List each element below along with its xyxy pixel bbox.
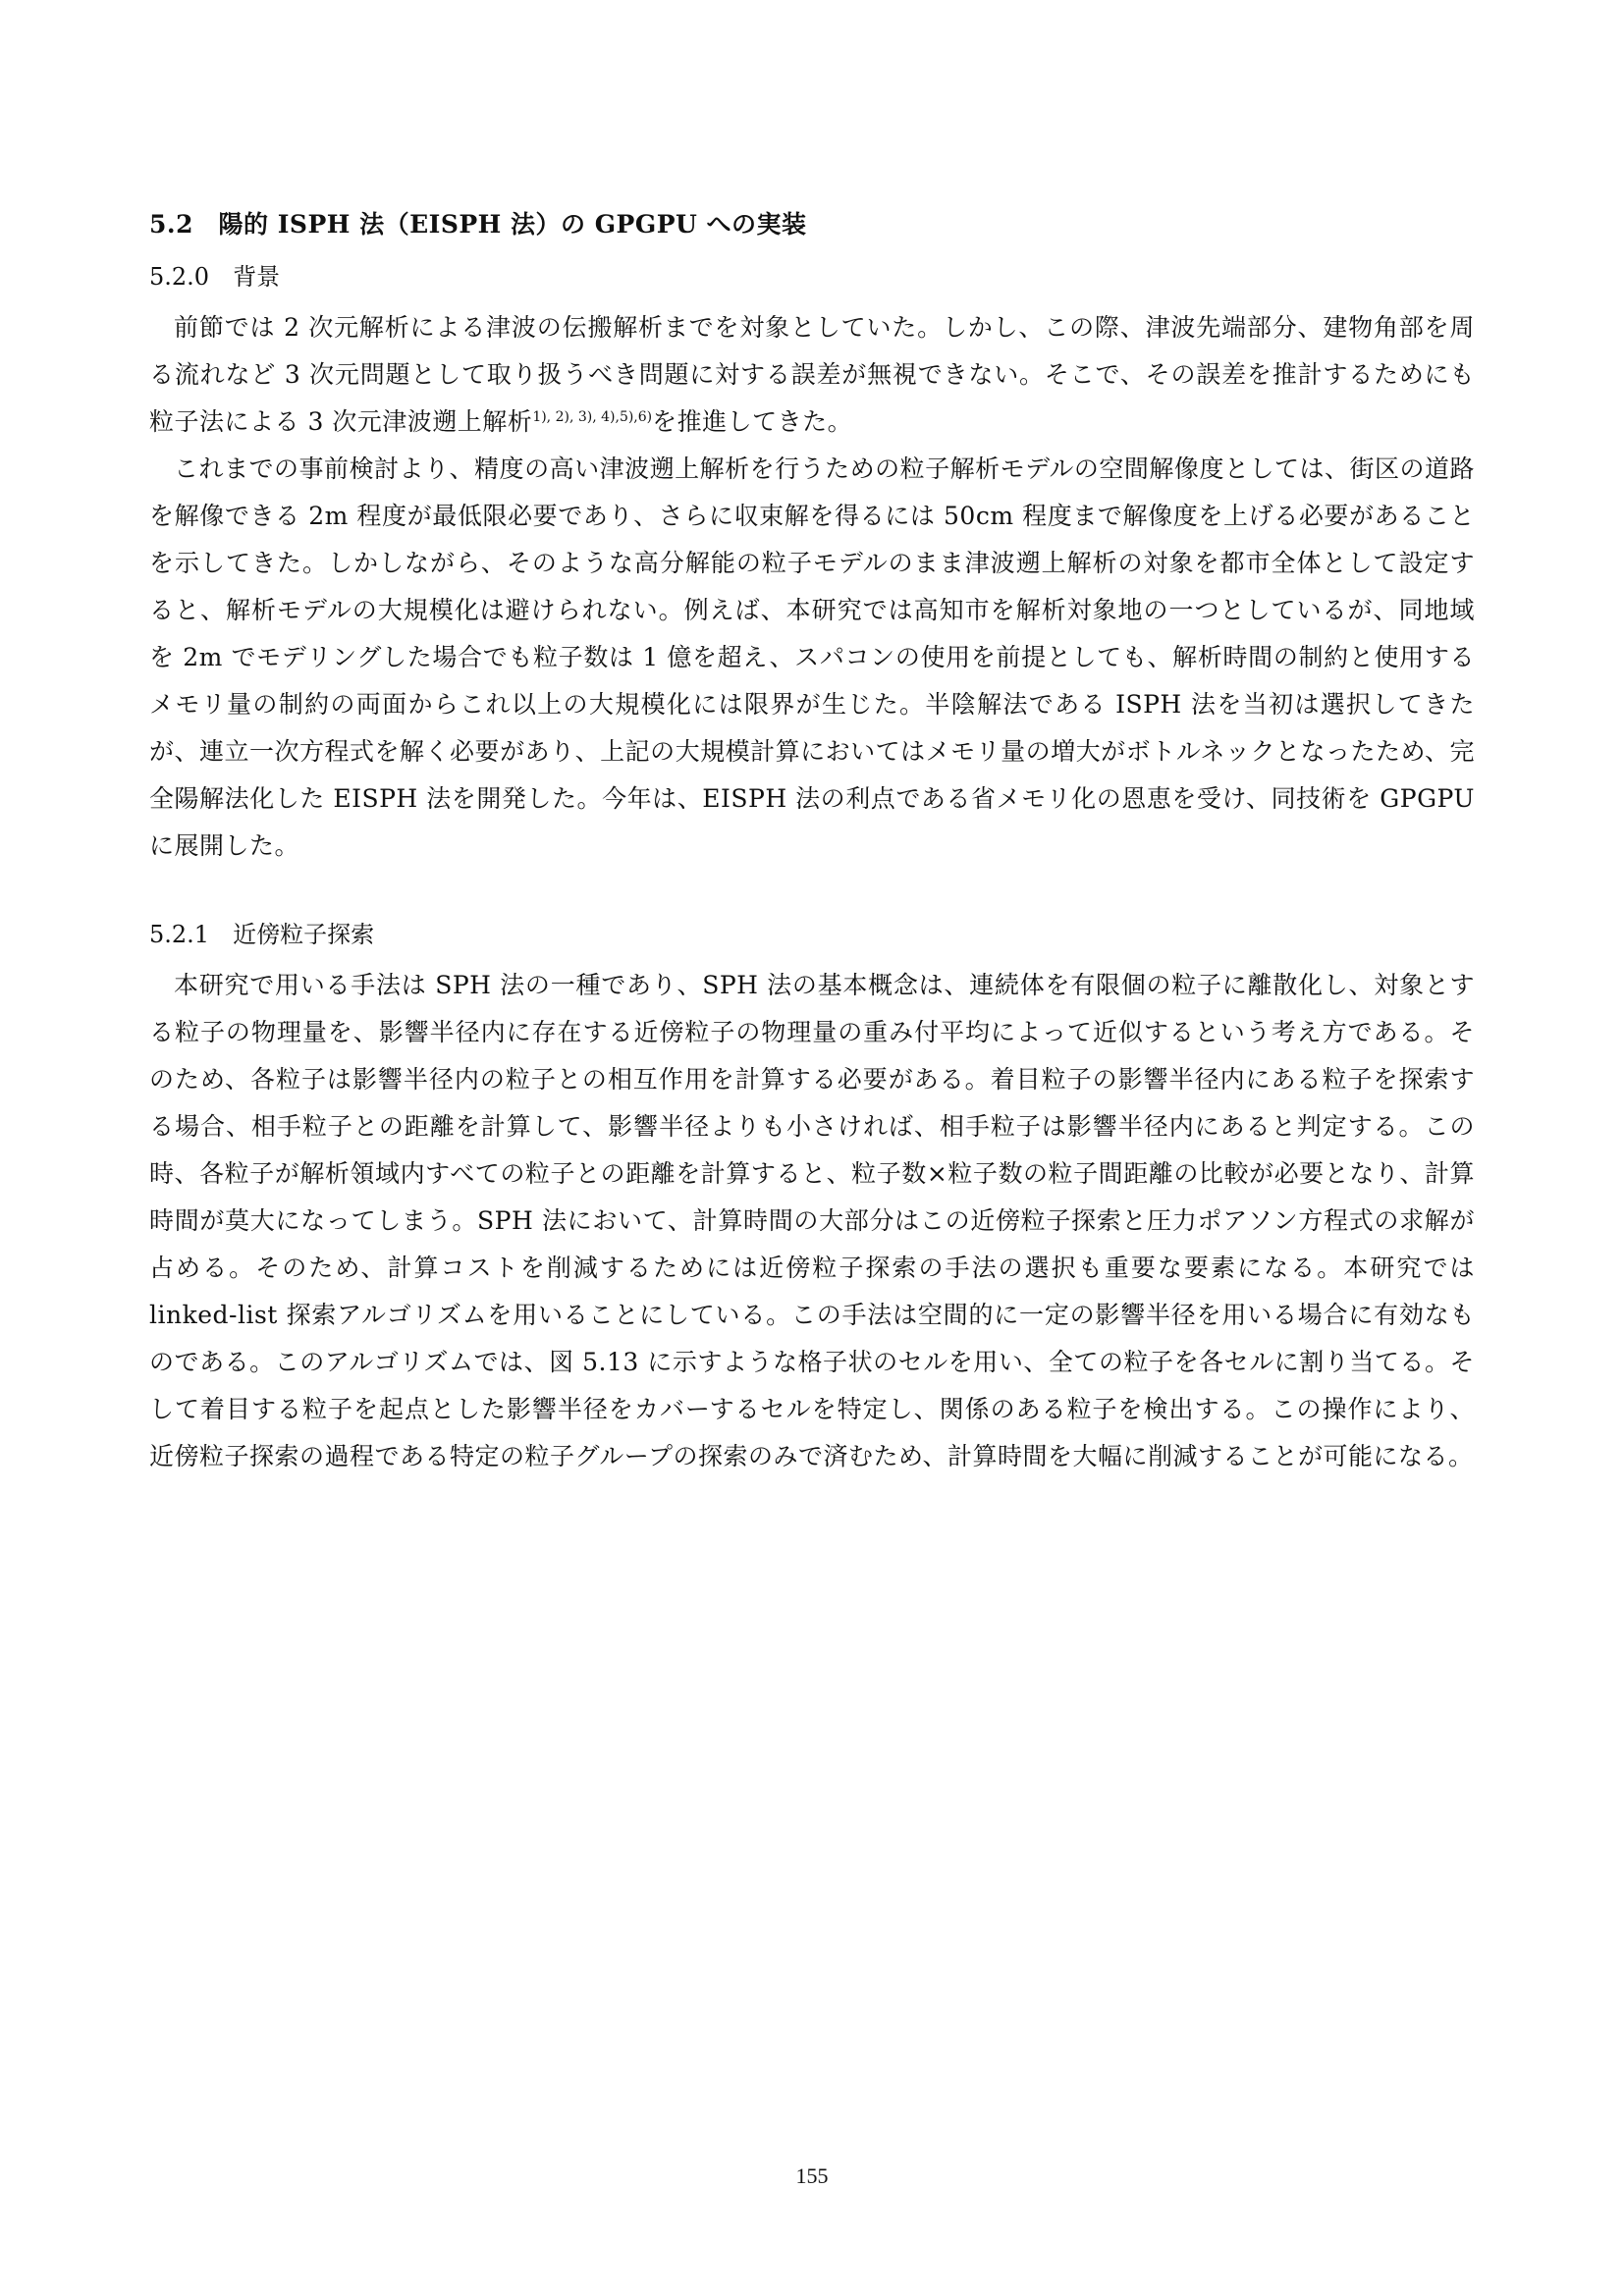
page-number: 155 xyxy=(795,2163,829,2188)
page-content xyxy=(149,204,1475,1480)
subsection-title-neighbor-search: 5.2.1 近傍粒子探索 xyxy=(149,921,375,948)
background-paragraph-1-tail: を推進してきた。 xyxy=(652,407,853,436)
citation-refs: 1), 2), 3), 4),5),6) xyxy=(532,409,653,425)
background-paragraph-2: これまでの事前検討より、精度の高い津波遡上解析を行うための粒子解析モデルの空間解像度としては、街区の道路を解像できる 2m 程度が最低限必要であり、さらに収束解を得るには 50cm 程度まで解像度を上げる必要があることを示してきた。しかしながら、そのような高分解能の粒子モデルのまま津波遡上解析の対象を都市全体として設定すると、解析モデルの大規模化は避けられない。例えば、本研究では高知市を解析対象地の一つとしているが、同地域を 2m でモデリングした場合でも粒子数は 1 億を超え、スパコンの使用を前提としても、解析時間の制約と使用するメモリ量の制約の両面からこれ以上の大規模化には限界が生じた。半陰解法である ISPH 法を当初は選択してきたが、連立一次方程式を解く必要があり、上記の大規模計算においてはメモリ量の増大がボトルネックとなったため、完全陽解法化した EISPH 法を開発した。今年は、EISPH 法の利点である省メモリ化の恩恵を受け、同技術を GPGPU に展開した。 xyxy=(149,454,1475,860)
section-title: 5.2 陽的 ISPH 法（EISPH 法）の GPGPU への実装 xyxy=(149,210,807,239)
neighbor-search-paragraph: 本研究で用いる手法は SPH 法の一種であり、SPH 法の基本概念は、連続体を有限個の粒子に離散化し、対象とする粒子の物理量を、影響半径内に存在する近傍粒子の物理量の重み付平均によって近似するという考え方である。そのため、各粒子は影響半径内の粒子との相互作用を計算する必要がある。着目粒子の影響半径内にある粒子を探索する場合、相手粒子との距離を計算して、影響半径よりも小さければ、相手粒子は影響半径内にあると判定する。この時、各粒子が解析領域内すべての粒子との距離を計算すると、粒子数×粒子数の粒子間距離の比較が必要となり、計算時間が莫大になってしまう。SPH 法において、計算時間の大部分はこの近傍粒子探索と圧力ポアソン方程式の求解が占める。そのため、計算コストを削減するためには近傍粒子探索の手法の選択も重要な要素になる。本研究では linked-list 探索アルゴリズムを用いることにしている。この手法は空間的に一定の影響半径を用いる場合に有効なものである。このアルゴリズムでは、図 5.13 に示すような格子状のセルを用い、全ての粒子を各セルに割り当てる。そして着目する粒子を起点とした影響半径をカバーするセルを特定し、関係のある粒子を検出する。この操作により、近傍粒子探索の過程である特定の粒子グループの探索のみで済むため、計算時間を大幅に削減することが可能になる。 xyxy=(149,971,1475,1470)
background-paragraph-1-text: 前節では 2 次元解析による津波の伝搬解析までを対象としていた。しかし、この際、津波先端部分、建物角部を周る流れなど 3 次元問題として取り扱うべき問題に対する誤差が無視できない。そこで、その誤差を推計するためにも粒子法による 3 次元津波遡上解析 xyxy=(149,313,1475,436)
background-paragraph-1 xyxy=(149,304,1475,446)
subsection-title-background: 5.2.0 背景 xyxy=(149,263,281,291)
